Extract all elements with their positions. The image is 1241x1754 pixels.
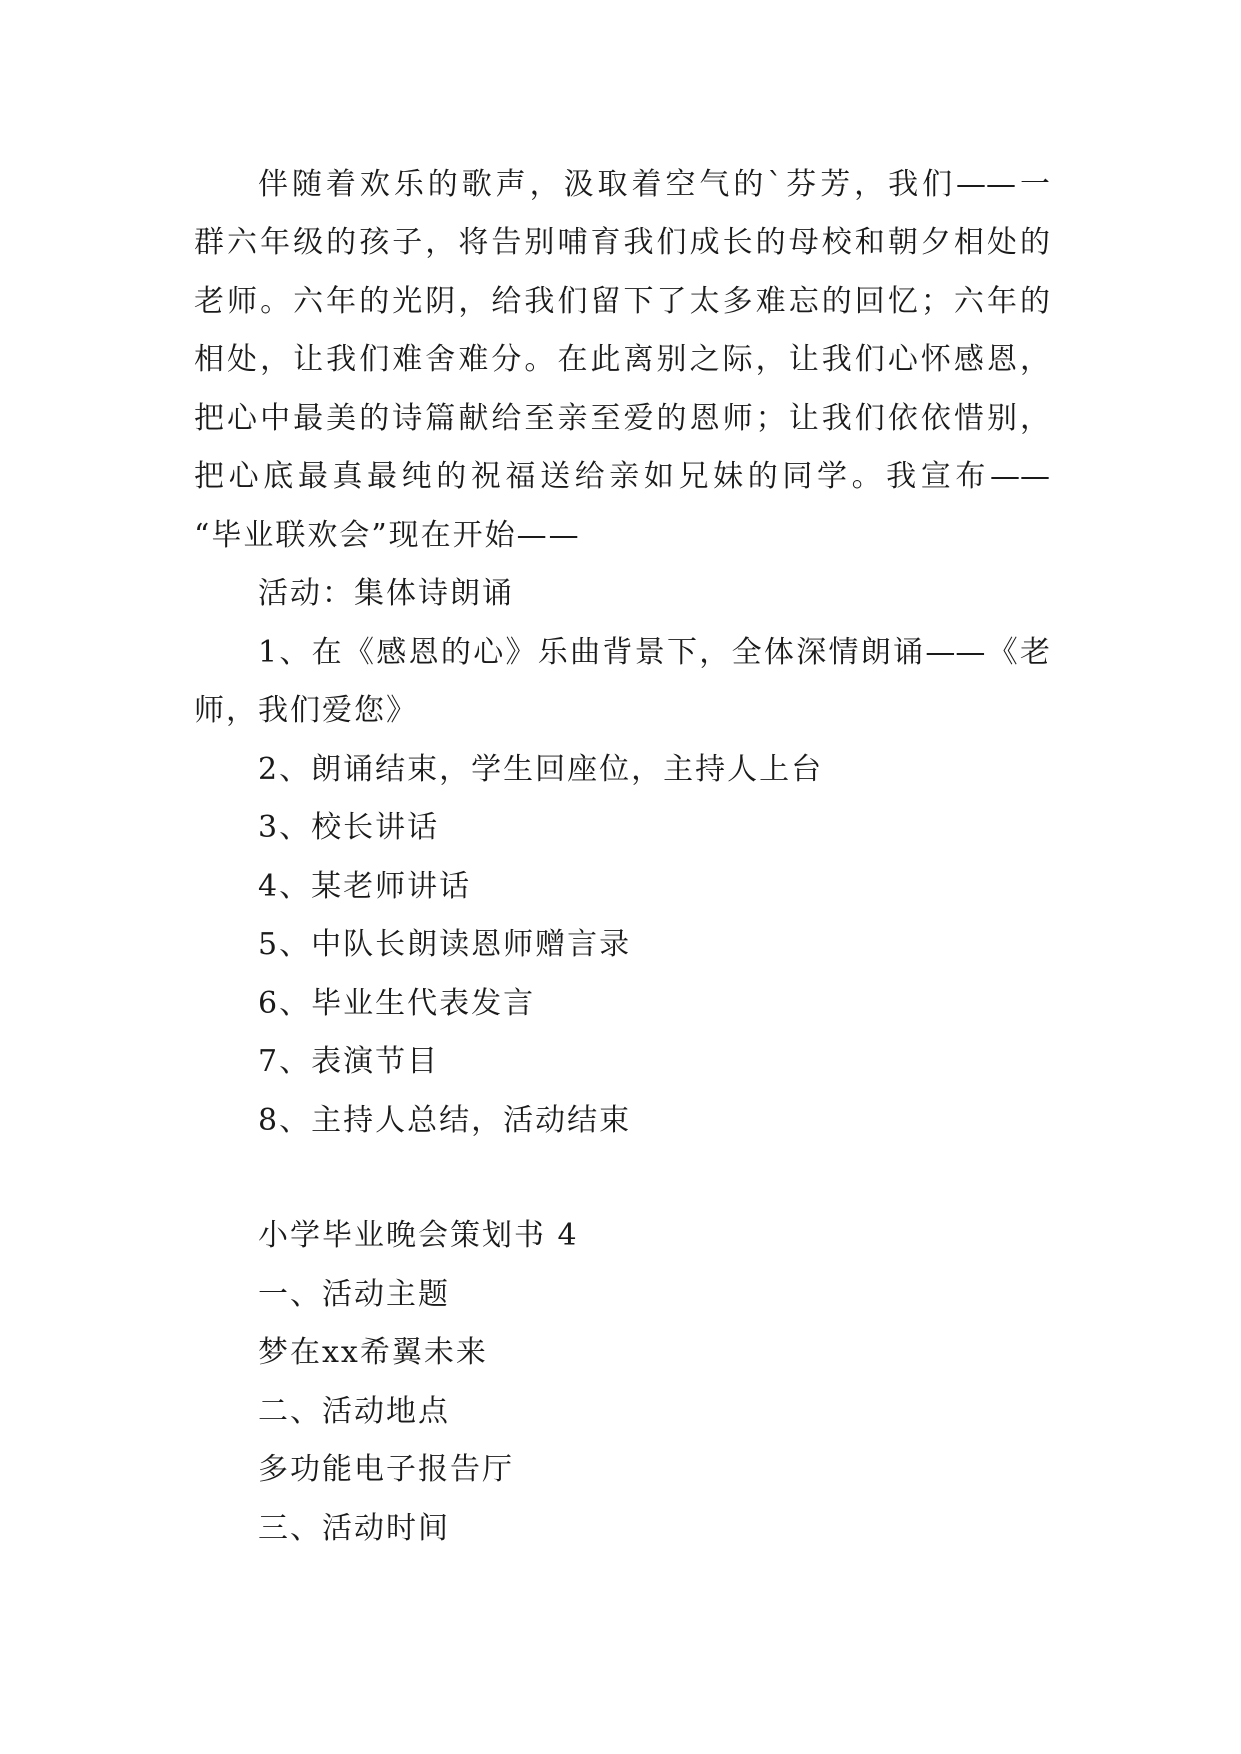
list-item: 2、朗诵结束，学生回座位，主持人上台 <box>258 752 824 787</box>
subsection-content-location: 多功能电子报告厅 <box>258 1452 514 1487</box>
intro-line-3: 老师。六年的光阴，给我们留下了太多难忘的回忆；六年的 <box>194 284 1050 319</box>
intro-line-6: 把心底最真最纯的祝福送给亲如兄妹的同学。我宣布—— <box>194 459 1050 494</box>
list-item: 3、校长讲话 <box>258 810 440 845</box>
list-item: 8、主持人总结，活动结束 <box>258 1103 632 1138</box>
list-item: 4、某老师讲话 <box>258 869 472 904</box>
activity-title: 活动：集体诗朗诵 <box>258 576 514 611</box>
item-1-line-2: 师，我们爱您》 <box>194 693 418 728</box>
list-item: 5、中队长朗读恩师赠言录 <box>258 927 632 962</box>
list-item: 6、毕业生代表发言 <box>258 986 536 1021</box>
subsection-heading-location: 二、活动地点 <box>258 1394 450 1429</box>
item-1-line-1: 1、在《感恩的心》乐曲背景下，全体深情朗诵——《老 <box>258 635 1050 670</box>
subsection-heading-theme: 一、活动主题 <box>258 1277 450 1312</box>
intro-line-2: 群六年级的孩子，将告别哺育我们成长的母校和朝夕相处的 <box>194 225 1050 260</box>
section-heading: 小学毕业晚会策划书 4 <box>258 1218 579 1253</box>
list-item: 7、表演节目 <box>258 1044 440 1079</box>
intro-line-1: 伴随着欢乐的歌声，汲取着空气的`芬芳，我们——一 <box>258 167 1050 202</box>
subsection-content-theme: 梦在xx希翼未来 <box>258 1335 488 1370</box>
intro-line-4: 相处，让我们难舍难分。在此离别之际，让我们心怀感恩， <box>194 342 1050 377</box>
subsection-heading-time: 三、活动时间 <box>258 1511 450 1546</box>
intro-line-5: 把心中最美的诗篇献给至亲至爱的恩师；让我们依依惜别， <box>194 401 1050 436</box>
intro-line-7: “毕业联欢会”现在开始—— <box>194 518 581 553</box>
